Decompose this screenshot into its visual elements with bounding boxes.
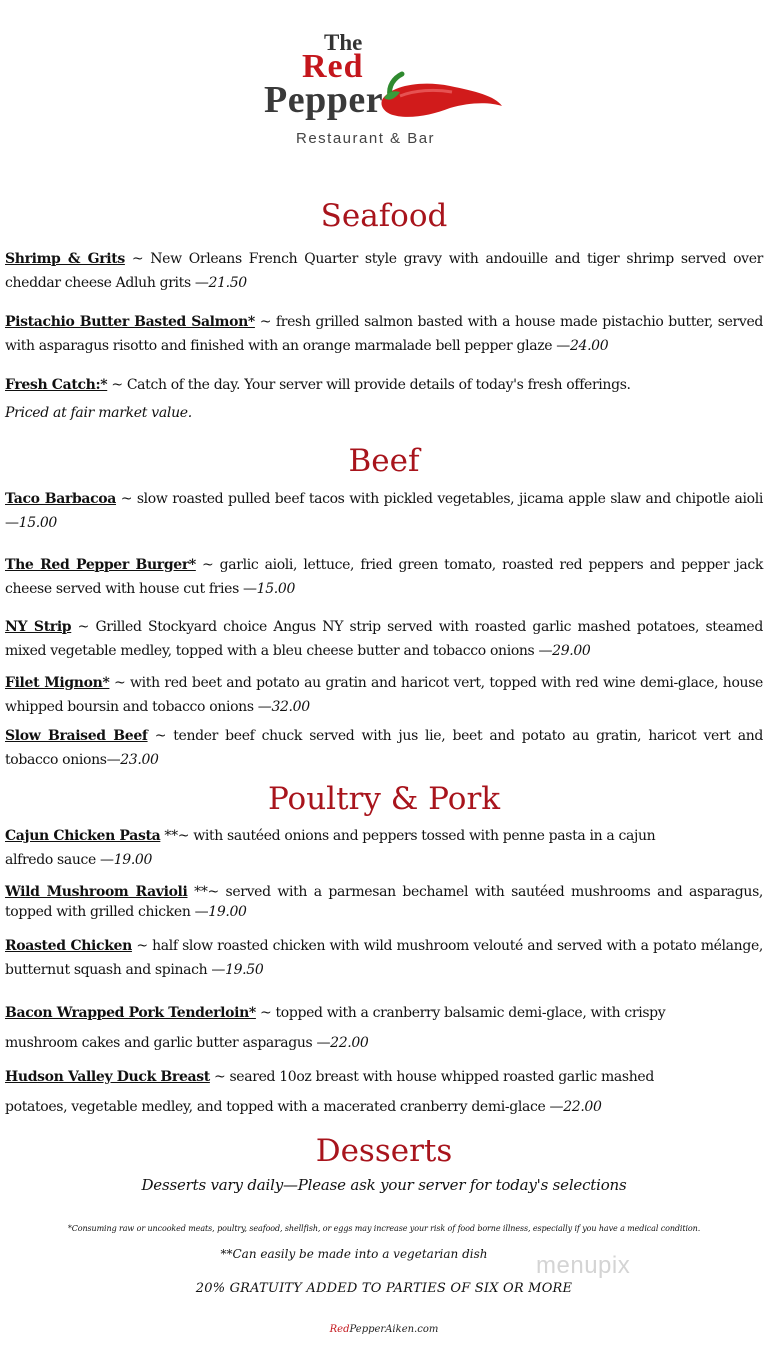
website-red-part: Red [329,1324,350,1335]
menu-item-description: **~ with sautéed onions and peppers tossed with penne pasta in a cajun alfredo sauce — [5,828,656,868]
website-link[interactable] [0,1324,768,1335]
website-rest: PepperAiken.com [349,1324,439,1335]
menu-item [5,310,763,358]
menu-item-name: The Red Pepper Burger* [5,557,196,573]
menu-item-description: ~ fresh grilled salmon basted with a house made pistachio butter, served with asparagus risotto and finished with an orange marmalade bell pepper glaze — [5,314,763,354]
menu-item-name: Hudson Valley Duck Breast [5,1069,210,1085]
menu-item-name: Taco Barbacoa [5,491,117,507]
menu-item-price: 29.00 [552,643,591,659]
menu-item-description: ~ tender beef chuck served with jus lie, beet and potato au gratin, haricot vert and tobacco onions— [5,728,763,768]
menu-item [5,998,715,1058]
logo-pepper: Pepper [264,79,384,121]
menu-item-price: 19.50 [225,962,264,978]
menu-item [5,553,763,601]
logo-subtitle: Restaurant & Bar [296,130,436,147]
menu-item [5,724,763,772]
fresh-catch-price-note: Priced at fair market value. [5,405,192,421]
section-heading-beef: Beef [348,443,420,479]
menu-item [5,671,763,719]
menu-item-description: ~ Catch of the day. Your server will provide details of today's fresh offerings. [107,377,631,393]
menu-item-name: Shrimp & Grits [5,251,125,267]
vegetarian-note: **Can easily be made into a vegetarian dish [220,1247,488,1261]
menu-item [5,882,763,922]
menu-item-name: Wild Mushroom Ravioli [5,884,188,900]
menu-item-description: ~ half slow roasted chicken with wild mushroom velouté and served with a potato mélange, butternut squash and spinach — [5,938,763,978]
menu-item [5,247,763,295]
menu-item-description: ~ topped with a cranberry balsamic demi-glace, with crispy mushroom cakes and garlic butter asparagus — [5,1005,666,1051]
menu-item-name: Bacon Wrapped Pork Tenderloin* [5,1005,256,1021]
desserts-note: Desserts vary daily—Please ask your server for today's selections [141,1176,627,1194]
menu-item-name: Filet Mignon* [5,675,110,691]
watermark: menupix [536,1252,631,1279]
food-safety-disclaimer: *Consuming raw or uncooked meats, poultry, seafood, shellfish, or eggs may increase your risk of food borne illness, especially if you have a medical condition. [67,1224,701,1233]
menu-item [5,1062,695,1122]
menu-item-name: Fresh Catch:* [5,377,108,393]
menu-item-description: ~ seared 10oz breast with house whipped roasted garlic mashed potatoes, vegetable medley, and topped with a macerated cranberry demi-glace — [5,1069,654,1115]
menu-item-name: Roasted Chicken [5,938,132,954]
section-heading-poultry-pork: Poultry & Pork [267,781,501,817]
restaurant-logo [262,30,512,155]
menu-item-price: 21.50 [208,275,247,291]
menu-item-description: ~ New Orleans French Quarter style gravy with andouille and tiger shrimp served over cheddar cheese Adluh grits — [5,251,763,291]
menu-item-price: 19.00 [113,852,153,868]
menu-item [5,615,763,663]
menu-item-price: 22.00 [330,1035,369,1051]
menu-item-name: Slow Braised Beef [5,728,148,744]
menu-item-description: ~ with red beet and potato au gratin and haricot vert, topped with red wine demi-glace, house whipped boursin and tobacco onions — [5,675,763,715]
menu-item-name: Pistachio Butter Basted Salmon* [5,314,255,330]
menu-item-price: 19.00 [208,904,247,920]
logo-the: The [324,30,363,55]
logo-red: Red [302,48,364,85]
menu-item-description: ~ Grilled Stockyard choice Angus NY strip served with roasted garlic mashed potatoes, steamed mixed vegetable medley, topped with a bleu cheese butter and tobacco onions — [5,619,763,659]
menu-item-price: 15.00 [18,515,57,531]
menu-item [5,487,763,535]
menu-item-price: 24.00 [569,338,609,354]
menu-item-price: 32.00 [271,699,310,715]
menu-item-name: Cajun Chicken Pasta [5,828,161,844]
section-heading-desserts: Desserts [315,1133,453,1169]
menu-item [5,934,763,982]
menu-item-price: 23.00 [120,752,159,768]
menu-item-description: **~ served with a parmesan bechamel with sautéed mushrooms and asparagus, topped with grilled chicken — [5,884,764,920]
menu-item [5,373,763,397]
menu-item-price: 22.00 [563,1099,602,1115]
menu-item-name: NY Strip [5,619,72,635]
section-heading-seafood: Seafood [320,198,448,234]
menu-item-price: 15.00 [256,581,296,597]
menu-item-description: ~ garlic aioli, lettuce, fried green tomato, roasted red peppers and pepper jack cheese served with house cut fries — [5,557,763,597]
gratuity-note: 20% GRATUITY ADDED TO PARTIES OF SIX OR MORE [195,1281,573,1296]
red-pepper-icon [380,56,505,126]
menu-item-description: ~ slow roasted pulled beef tacos with pickled vegetables, jicama apple slaw and chipotle aioli — [5,491,763,531]
menu-item [5,824,695,872]
